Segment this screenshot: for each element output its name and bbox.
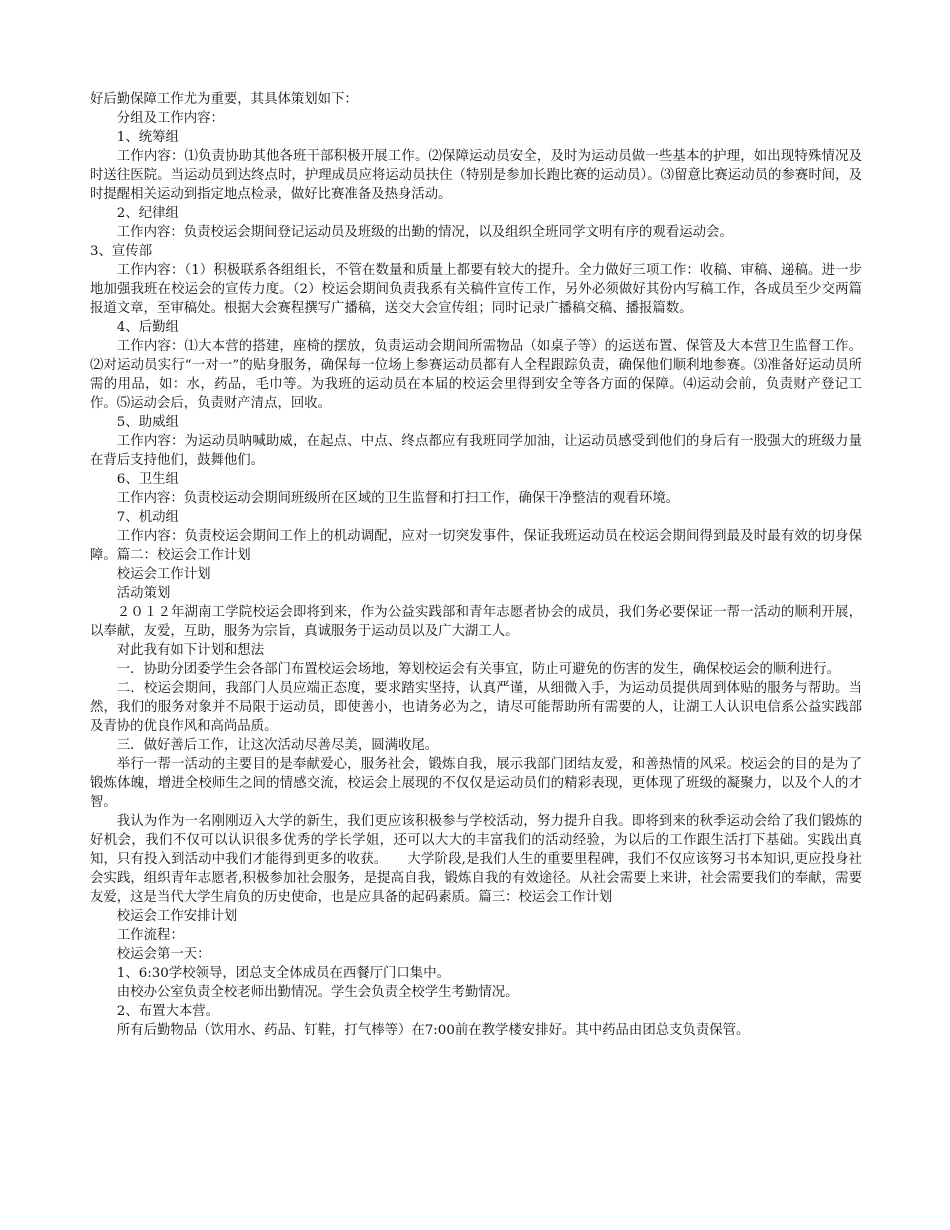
paragraph: 二．校运会期间，我部门人员应端正态度，要求踏实坚持，认真严谨，从细微入手，为运动员提供周到体贴的服务与帮助。当然，我们的服务对象并不局限于运动员，即使善小，也请务必为之，请尽可能帮助所有需要的人，让湖工人认识电信系公益实践部及青协的优良作风和高尚品质。 (90, 681, 862, 734)
paragraph: 好后勤保障工作尤为重要，其具体策划如下： (90, 92, 358, 107)
section-heading: 分组及工作内容： (116, 111, 224, 126)
group-heading: 1、统筹组 (116, 130, 179, 145)
paragraph: 由校办公室负责全校老师出勤情况。学生会负责全校学生考勤情况。 (116, 985, 519, 1000)
group-heading: 4、后勤组 (116, 320, 179, 335)
section-heading: 活动策划 (116, 586, 171, 601)
paragraph: 工作内容：负责校运会期间登记运动员及班级的出勤的情况，以及组织全班同学文明有序的观看运动会。 (116, 225, 733, 240)
paragraph: 一．协助分团委学生会各部门布置校运会场地，筹划校运会有关事宜，防止可避免的伤害的发生，确保校运会的顺利进行。 (116, 662, 840, 677)
paragraph: 我认为作为一名刚刚迈入大学的新生，我们更应该积极参与学校活动，努力提升自我。即将到来的秋季运动会给了我们锻炼的好机会，我们不仅可以认识很多优秀的学长学姐，还可以大大的丰富我们的活动经验，为以后的工作跟生活打下基础。实践出真知，只有投入到活动中我们才能得到更多的收获。 大学阶段,是我们人生的重要里程碑，我们不仅应该努习书本知识,更应投身社会实践，组织青年志愿者,积极参加社会服务，是提高自我，锻炼自我的有效途径。从社会需要上来讲，社会需要我们的奉献，需要友爱，这是当代大学生肩负的历史使命，也是应具备的起码素质。篇三：校运会工作计划 (90, 814, 862, 905)
section-heading: 工作流程： (116, 928, 184, 943)
paragraph: 工作内容：负责校运动会期间班级所在区域的卫生监督和打扫工作，确保干净整洁的观看环境。 (116, 491, 680, 506)
document-page (90, 90, 862, 1040)
group-heading: 3、宣传部 (90, 244, 153, 259)
paragraph: 三．做好善后工作，让这次活动尽善尽美，圆满收尾。 (116, 738, 439, 753)
section-heading: 校运会第一天： (116, 947, 211, 962)
paragraph: 工作内容：（1）积极联系各组组长，不管在数量和质量上都要有较大的提升。全力做好三项工作：收稿、审稿、递稿。进一步地加强我班在校运会的宣传力度。（2）校运会期间负责我系有关稿件宣传工作，另外必须做好其份内写稿工作，各成员至少交两篇报道文章，至审稿处。根据大会赛程撰写广播稿，送交大会宣传组；同时记录广播稿交稿、播报篇数。 (90, 263, 862, 316)
paragraph: 工作内容：为运动员呐喊助威，在起点、中点、终点都应有我班同学加油，让运动员感受到他们的身后有一股强大的班级力量在背后支持他们，鼓舞他们。 (90, 434, 862, 468)
paragraph: 2、布置大本营。 (116, 1004, 220, 1019)
paragraph: 1、6:30学校领导，团总支全体成员在西餐厅门口集中。 (116, 966, 450, 981)
section-title: 校运会工作计划 (116, 567, 211, 582)
group-heading: 7、机动组 (116, 510, 179, 525)
group-heading: 2、纪律组 (116, 206, 179, 221)
paragraph: 举行一帮一活动的主要目的是奉献爱心，服务社会，锻炼自我，展示我部门团结友爱，和善热情的风采。校运会的目的是为了锻炼体魄，增进全校师生之间的情感交流，校运会上展现的不仅仅是运动员们的精彩表现，更体现了班级的凝聚力，以及个人的才智。 (90, 757, 862, 810)
group-heading: 6、卫生组 (116, 472, 179, 487)
paragraph: 工作内容：⑴大本营的搭建，座椅的摆放，负责运动会期间所需物品（如桌子等）的运送布置、保管及大本营卫生监督工作。⑵对运动员实行“一对一”的贴身服务，确保每一位场上参赛运动员都有人全程跟踪负责，确保他们顺利地参赛。⑶准备好运动员所需的用品，如：水，药品，毛巾等。为我班的运动员在本届的校运会里得到安全等各方面的保障。⑷运动会前，负责财产登记工作。⑸运动会后，负责财产清点，回收。 (90, 339, 862, 411)
section-title: 校运会工作安排计划 (116, 909, 238, 924)
paragraph: 工作内容：⑴负责协助其他各班干部积极开展工作。⑵保障运动员安全，及时为运动员做一些基本的护理，如出现特殊情况及时送往医院。当运动员到达终点时，护理成员应将运动员扶住（特别是参加长跑比赛的运动员）。⑶留意比赛运动员的参赛时间，及时提醒相关运动到指定地点检录，做好比赛准备及热身活动。 (90, 149, 862, 202)
paragraph: 所有后勤物品（饮用水、药品、钉鞋，打气棒等）在7:00前在教学楼安排好。其中药品由团总支负责保管。 (116, 1023, 750, 1038)
paragraph: 对此我有如下计划和想法 (116, 643, 265, 658)
paragraph: 工作内容：负责校运会期间工作上的机动调配，应对一切突发事件，保证我班运动员在校运会期间得到最及时最有效的切身保障。篇二：校运会工作计划 (90, 529, 862, 563)
group-heading: 5、助威组 (116, 415, 179, 430)
paragraph: ２０１２年湖南工学院校运会即将到来，作为公益实践部和青年志愿者协会的成员，我们务必要保证一帮一活动的顺利开展，以奉献，友爱，互助，服务为宗旨，真诚服务于运动员以及广大湖工人。 (90, 605, 862, 639)
